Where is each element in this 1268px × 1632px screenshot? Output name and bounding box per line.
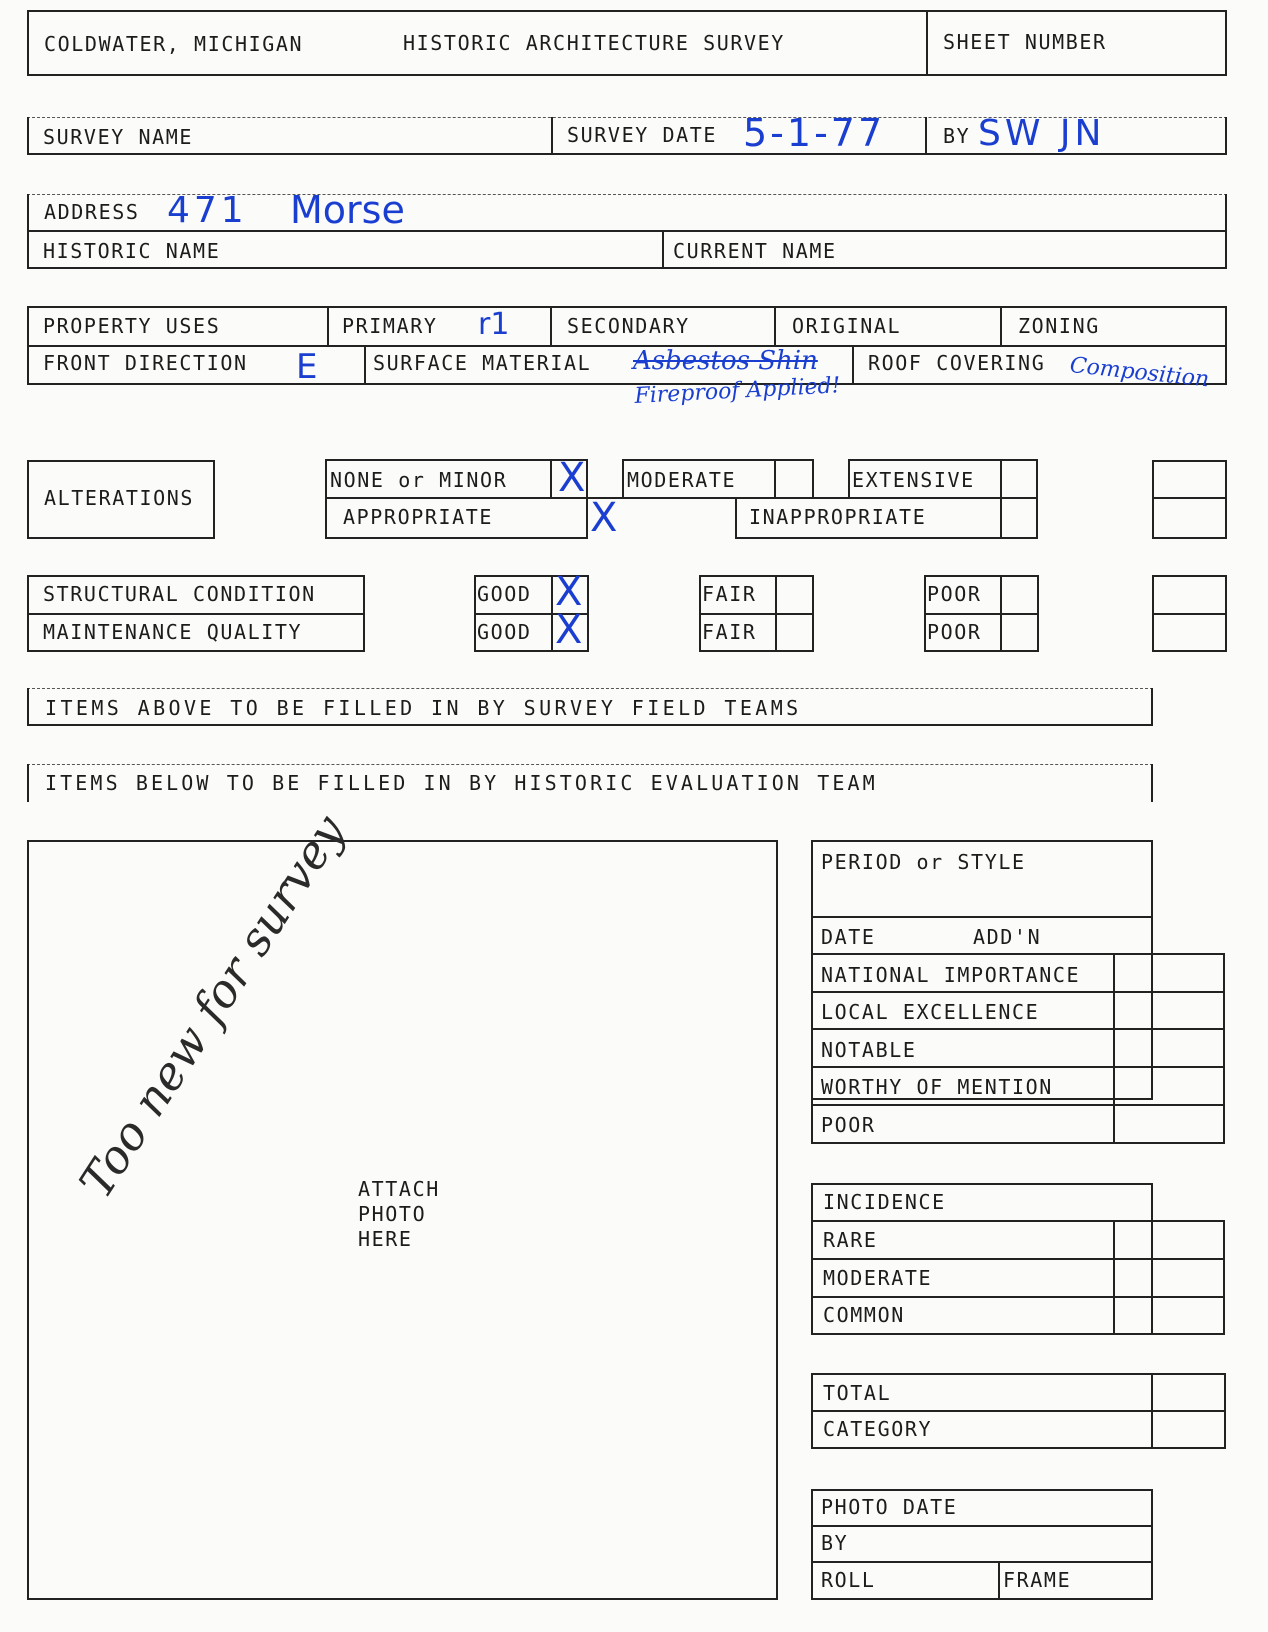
address-right-edge — [1225, 194, 1227, 269]
property-divider-6 — [852, 345, 854, 385]
survey-date-value: 5-1-77 — [743, 111, 886, 155]
total-mid — [811, 1410, 1226, 1412]
alt-v8 — [735, 497, 737, 539]
address-street: Morse — [290, 188, 405, 232]
notable-label: NOTABLE — [821, 1038, 917, 1062]
maintenance-fair-label: FAIR — [702, 620, 757, 644]
roof-covering-value: Composition — [1068, 353, 1211, 393]
here-text: HERE — [358, 1227, 413, 1251]
appropriate-mark: X — [590, 495, 618, 541]
zoning-label: ZONING — [1018, 314, 1100, 338]
eval-line-6 — [811, 1104, 1225, 1106]
primary-value: r1 — [478, 307, 510, 342]
worthy-of-mention-label: WORTHY OF MENTION — [821, 1075, 1053, 1099]
note-above-text: ITEMS ABOVE TO BE FILLED IN BY SURVEY FIELD TEAMS — [45, 696, 802, 720]
poor-mid — [924, 613, 1039, 615]
alt-v10 — [1036, 459, 1038, 539]
eval-line-5 — [811, 1066, 1225, 1068]
inc-moderate-label: MODERATE — [823, 1266, 933, 1290]
note-above-left — [27, 688, 29, 726]
surface-material-value: Fireproof Applied! — [633, 373, 842, 409]
address-label: ADDRESS — [44, 200, 140, 224]
property-bottom-line — [27, 383, 1227, 385]
category-label: CATEGORY — [823, 1417, 933, 1441]
inc-score-divider — [1113, 1220, 1115, 1335]
form-title: HISTORIC ARCHITECTURE SURVEY — [403, 31, 785, 55]
note-below-text: ITEMS BELOW TO BE FILLED IN BY HISTORIC EVALUATION TEAM — [45, 771, 878, 795]
eval-line-3 — [811, 991, 1225, 993]
header-divider — [926, 10, 928, 76]
eval-line-1 — [811, 916, 1153, 918]
fair-divider — [775, 575, 777, 652]
survey-left-edge — [27, 117, 29, 155]
roof-covering-label: ROOF COVERING — [868, 351, 1046, 375]
inappropriate-label: INAPPROPRIATE — [749, 505, 927, 529]
addn-label: ADD'N — [973, 925, 1042, 949]
eval-left-ext — [811, 1098, 813, 1144]
address-number: 471 — [167, 190, 248, 231]
structural-poor-label: POOR — [927, 582, 982, 606]
alt-side-mid — [1152, 497, 1227, 499]
roll-label: ROLL — [821, 1568, 876, 1592]
poor-divider — [1000, 575, 1002, 652]
secondary-label: SECONDARY — [567, 314, 690, 338]
survey-right-edge — [1225, 117, 1227, 155]
property-divider-4 — [1000, 306, 1002, 346]
survey-divider-2 — [925, 117, 927, 155]
structural-good-label: GOOD — [477, 582, 532, 606]
alt-v1 — [325, 459, 327, 539]
note-below-right — [1151, 764, 1153, 802]
survey-divider-1 — [551, 117, 553, 155]
alt-v5 — [774, 459, 776, 499]
property-divider-3 — [774, 306, 776, 346]
roll-frame-divider — [998, 1561, 1000, 1600]
sheet-number-label: SHEET NUMBER — [943, 30, 1107, 54]
alt-row2-bottom-a — [325, 537, 588, 539]
survey-date-label: SURVEY DATE — [567, 123, 718, 147]
inc-line-4 — [811, 1333, 1225, 1335]
national-importance-label: NATIONAL IMPORTANCE — [821, 963, 1081, 987]
property-right-edge — [1225, 306, 1227, 385]
none-minor-mark: X — [558, 455, 586, 501]
current-name-label: CURRENT NAME — [673, 239, 837, 263]
front-direction-value: E — [296, 347, 318, 387]
total-divider — [1151, 1373, 1153, 1449]
alt-v3 — [586, 459, 588, 539]
historic-name-label: HISTORIC NAME — [43, 239, 221, 263]
eval-line-2 — [811, 953, 1225, 955]
maintenance-poor-label: POOR — [927, 620, 982, 644]
fair-mid — [699, 613, 814, 615]
note-below-left — [27, 764, 29, 802]
note-above-top — [27, 688, 1153, 689]
property-mid-line — [27, 345, 1227, 347]
property-divider-2 — [550, 306, 552, 346]
survey-by-label: BY — [943, 124, 971, 148]
structural-good-mark: X — [555, 569, 583, 615]
survey-name-label: SURVEY NAME — [43, 125, 194, 149]
none-minor-label: NONE or MINOR — [330, 468, 508, 492]
date-label: DATE — [821, 925, 876, 949]
address-left-edge — [27, 194, 29, 269]
property-uses-label: PROPERTY USES — [43, 314, 221, 338]
survey-by-value: SW JN — [978, 113, 1106, 154]
property-left-edge — [27, 306, 29, 385]
appropriate-label: APPROPRIATE — [343, 505, 494, 529]
inc-line-1 — [811, 1220, 1225, 1222]
eval-poor-label: POOR — [821, 1113, 876, 1137]
inc-right-edge — [1223, 1220, 1225, 1335]
surface-material-struck: Asbestos Shin — [633, 346, 818, 376]
alt-v2 — [550, 459, 552, 499]
eval-score-divider — [1113, 953, 1115, 1144]
period-style-label: PERIOD or STYLE — [821, 850, 1026, 874]
maintenance-good-label: GOOD — [477, 620, 532, 644]
inc-line-2 — [811, 1258, 1225, 1260]
alt-v6 — [812, 459, 814, 499]
photo-info-line-1 — [811, 1525, 1153, 1527]
eval-line-7 — [811, 1142, 1225, 1144]
eval-right-edge — [1223, 953, 1225, 1144]
alt-row1-top-a — [325, 459, 588, 461]
local-excellence-label: LOCAL EXCELLENCE — [821, 1000, 1040, 1024]
photo-text: PHOTO — [358, 1202, 427, 1226]
alt-row1-top-b — [622, 459, 814, 461]
alt-v4 — [622, 459, 624, 499]
alt-row-mid — [325, 497, 1038, 499]
front-direction-label: FRONT DIRECTION — [43, 351, 248, 375]
inc-line-3 — [811, 1296, 1225, 1298]
alt-side-box — [1152, 460, 1227, 539]
alt-v9 — [1000, 459, 1002, 539]
condition-side-mid — [1152, 613, 1227, 615]
note-above-right — [1151, 688, 1153, 726]
alt-row1-top-c — [848, 459, 1038, 461]
property-divider-1 — [327, 306, 329, 346]
rare-label: RARE — [823, 1228, 878, 1252]
good-divider — [551, 575, 553, 652]
property-top-line — [27, 306, 1227, 308]
surface-material-label: SURFACE MATERIAL — [373, 351, 592, 375]
common-label: COMMON — [823, 1303, 905, 1327]
photo-date-label: PHOTO DATE — [821, 1495, 958, 1519]
address-bottom-line — [27, 267, 1227, 269]
property-divider-5 — [364, 345, 366, 385]
condition-labels-mid — [27, 613, 365, 615]
total-label: TOTAL — [823, 1381, 892, 1405]
frame-label: FRAME — [1003, 1568, 1072, 1592]
note-below-top — [27, 764, 1153, 765]
alterations-label: ALTERATIONS — [44, 486, 195, 510]
structural-fair-label: FAIR — [702, 582, 757, 606]
handwritten-note: Too new for survey — [68, 805, 356, 1208]
alt-v7 — [848, 459, 850, 499]
photo-info-line-2 — [811, 1561, 1153, 1563]
extensive-label: EXTENSIVE — [852, 468, 975, 492]
maintenance-quality-label: MAINTENANCE QUALITY — [43, 620, 303, 644]
alt-row2-bottom-b — [735, 537, 1038, 539]
eval-line-4 — [811, 1028, 1225, 1030]
address-divider — [662, 230, 664, 268]
moderate-label: MODERATE — [627, 468, 737, 492]
note-above-bottom — [27, 724, 1153, 726]
attach-text: ATTACH — [358, 1177, 440, 1201]
original-label: ORIGINAL — [792, 314, 902, 338]
maintenance-good-mark: X — [555, 607, 583, 653]
primary-label: PRIMARY — [342, 314, 438, 338]
structural-condition-label: STRUCTURAL CONDITION — [43, 582, 316, 606]
incidence-label: INCIDENCE — [823, 1190, 946, 1214]
photo-by-label: BY — [821, 1531, 849, 1555]
city-label: COLDWATER, MICHIGAN — [44, 32, 304, 56]
